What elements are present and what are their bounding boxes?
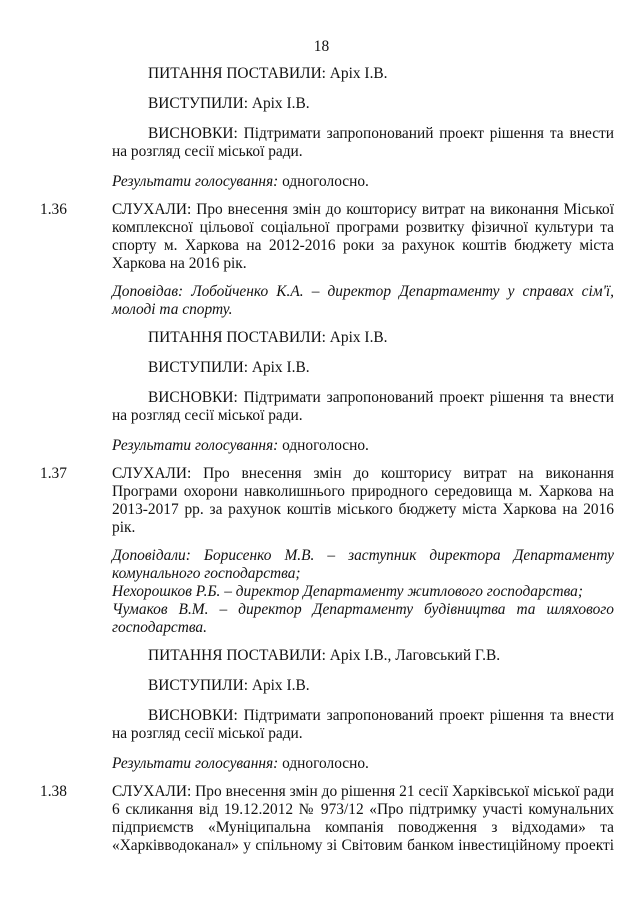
reporter-line: Доповідали: Борисенко М.В. – заступник директора Департаменту <box>112 547 614 564</box>
heard-line: рік. <box>112 519 136 536</box>
conclusion-line: на розгляд сесії міської ради. <box>112 407 303 424</box>
reporter-line: Нехорошков Р.Б. – директор Департаменту житлового господарства; <box>112 583 583 600</box>
speakers-line: ВИСТУПИЛИ: Аріх І.В. <box>148 95 310 112</box>
item-number: 1.38 <box>40 783 67 800</box>
raised-by-line: ПИТАННЯ ПОСТАВИЛИ: Аріх І.В. <box>148 329 388 346</box>
heard-line: СЛУХАЛИ: Про внесення змін до кошторису витрат на виконання Міської <box>112 201 614 218</box>
heard-line: СЛУХАЛИ: Про внесення змін до рішення 21 сесії Харківської міської ради <box>112 783 614 800</box>
heard-line: 6 скликання від 19.12.2012 № 973/12 «Про підтримку участі комунальних <box>112 801 614 818</box>
vote-result <box>112 754 369 774</box>
conclusion-line: ВИСНОВКИ: Підтримати запропонований проект рішення та внести <box>148 389 614 406</box>
conclusion-line: на розгляд сесії міської ради. <box>112 725 303 742</box>
vote-label: Результати голосування: <box>112 173 279 190</box>
item-number: 1.36 <box>40 201 67 218</box>
heard-line: комплексної цільової соціальної програми розвитку фізичної культури та <box>112 219 614 236</box>
reporter-line: молоді та спорту. <box>112 301 233 318</box>
heard-line: підприємств «Муніципальна компанія поводження з відходами» та <box>112 819 614 836</box>
conclusion-line: ВИСНОВКИ: Підтримати запропонований проект рішення та внести <box>148 125 614 142</box>
raised-by-line: ПИТАННЯ ПОСТАВИЛИ: Аріх І.В. <box>148 65 388 82</box>
speakers-line: ВИСТУПИЛИ: Аріх І.В. <box>148 677 310 694</box>
vote-result <box>112 436 369 456</box>
reporter-line: Доповідав: Лобойченко К.А. – директор Департаменту у справах сім'ї, <box>112 283 614 300</box>
item-number: 1.37 <box>40 465 67 482</box>
page-number: 18 <box>313 38 330 55</box>
conclusion-line: ВИСНОВКИ: Підтримати запропонований проект рішення та внести <box>148 707 614 724</box>
heard-line: «Харківводоканал» у спільному зі Світовим банком інвестиційному проекті <box>112 837 614 854</box>
heard-line: Програми охорони навколишнього природного середовища м. Харкова на <box>112 483 614 500</box>
heard-line: спорту м. Харкова на 2012-2016 роки за рахунок коштів бюджету міста <box>112 237 614 254</box>
conclusion-line: на розгляд сесії міської ради. <box>112 143 303 160</box>
vote-result <box>112 172 369 192</box>
heard-line: СЛУХАЛИ: Про внесення змін до кошторису витрат на виконання <box>112 465 614 482</box>
vote-value: одноголосно. <box>278 173 369 190</box>
vote-value: одноголосно. <box>278 755 369 772</box>
vote-label: Результати голосування: <box>112 437 279 454</box>
vote-value: одноголосно. <box>278 437 369 454</box>
reporter-line: Чумаков В.М. – директор Департаменту будівництва та шляхового <box>112 601 614 618</box>
raised-by-line: ПИТАННЯ ПОСТАВИЛИ: Аріх І.В., Лаговський Г.В. <box>148 647 501 664</box>
heard-line: Харкова на 2016 рік. <box>112 255 247 272</box>
reporter-line: господарства. <box>112 619 207 636</box>
speakers-line: ВИСТУПИЛИ: Аріх І.В. <box>148 359 310 376</box>
vote-label: Результати голосування: <box>112 755 279 772</box>
heard-line: 2013-2017 рр. за рахунок коштів міського бюджету міста Харкова на 2016 <box>112 501 614 518</box>
reporter-line: комунального господарства; <box>112 565 301 582</box>
